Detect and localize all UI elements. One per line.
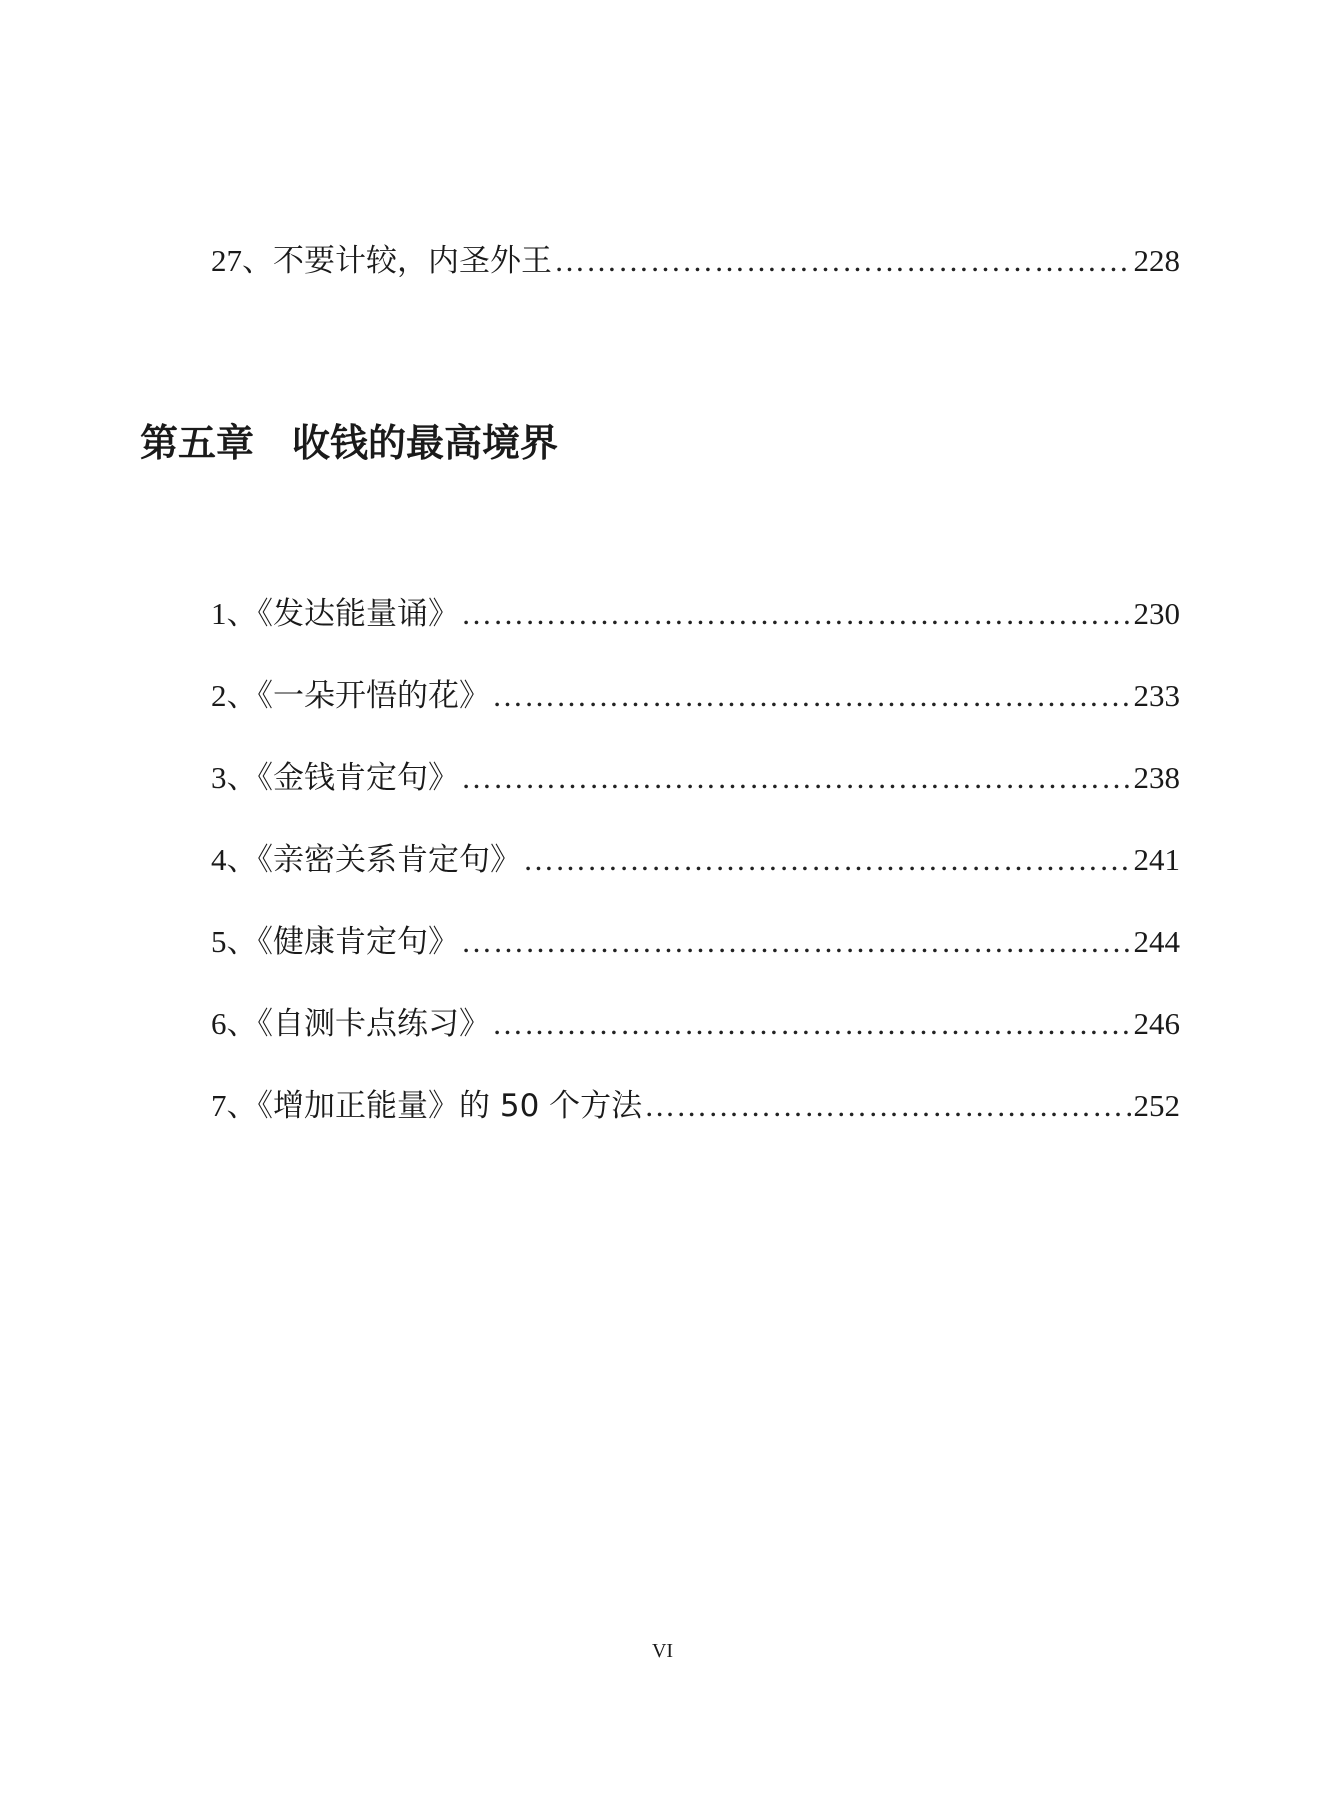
dot-leader <box>492 999 1132 1049</box>
dot-leader <box>492 671 1132 721</box>
toc-entry-text: 、《自测卡点练习》 <box>226 1006 490 1042</box>
dot-leader <box>461 917 1132 967</box>
toc-entry-title <box>211 917 459 967</box>
toc-entry-text: 、《亲密关系肯定句》 <box>226 842 521 878</box>
toc-entry-number: 4 <box>211 842 227 877</box>
toc-entry-page-number: 241 <box>1133 842 1180 877</box>
toc-entry-text: 、《健康肯定句》 <box>226 924 459 960</box>
toc-entry-1 <box>211 589 1180 639</box>
toc-entry-text: 、《金钱肯定句》 <box>226 760 459 796</box>
chapter-heading: 第五章 收钱的最高境界 <box>140 421 559 465</box>
dot-leader <box>554 236 1132 286</box>
toc-entry-page-number: 238 <box>1133 760 1180 795</box>
toc-entry-4 <box>211 835 1180 885</box>
toc-entry-text: 、《发达能量诵》 <box>226 596 459 632</box>
toc-entry-text: 、《一朵开悟的花》 <box>226 678 490 714</box>
toc-entry-7 <box>211 1081 1180 1131</box>
toc-entry-page-number: 246 <box>1133 1006 1180 1041</box>
toc-entry-number: 3 <box>211 760 227 795</box>
toc-entry-number: 2 <box>211 678 227 713</box>
toc-entry-title <box>211 1081 642 1131</box>
toc-entry-number: 1 <box>211 596 227 631</box>
toc-entry-5 <box>211 917 1180 967</box>
toc-entry-number: 6 <box>211 1006 227 1041</box>
toc-entry-page-number: 252 <box>1133 1088 1180 1123</box>
toc-entry-number: 5 <box>211 924 227 959</box>
dot-leader <box>644 1081 1131 1131</box>
toc-entry-number: 27 <box>211 243 242 278</box>
toc-entry-page-number: 233 <box>1133 678 1180 713</box>
dot-leader <box>523 835 1132 885</box>
dot-leader <box>461 753 1132 803</box>
toc-entry-6 <box>211 999 1180 1049</box>
toc-entry-title <box>211 753 459 803</box>
toc-entry-title <box>211 236 552 286</box>
toc-entry-title <box>211 671 490 721</box>
toc-entry-page-number: 244 <box>1133 924 1180 959</box>
toc-entry-text: 、《增加正能量》的 50 个方法 <box>226 1088 643 1124</box>
toc-entry-title <box>211 589 459 639</box>
toc-entry-text: 、不要计较，内圣外王 <box>242 243 552 279</box>
toc-entry-title <box>211 835 521 885</box>
toc-entry-3 <box>211 753 1180 803</box>
page-number-footer: VI <box>651 1640 674 1662</box>
toc-entry-page-number: 228 <box>1133 243 1180 278</box>
dot-leader <box>461 589 1132 639</box>
toc-entry-page-number: 230 <box>1133 596 1180 631</box>
toc-entry-27 <box>211 236 1180 286</box>
toc-entry-2 <box>211 671 1180 721</box>
toc-entry-title <box>211 999 490 1049</box>
toc-entry-number: 7 <box>211 1088 227 1123</box>
